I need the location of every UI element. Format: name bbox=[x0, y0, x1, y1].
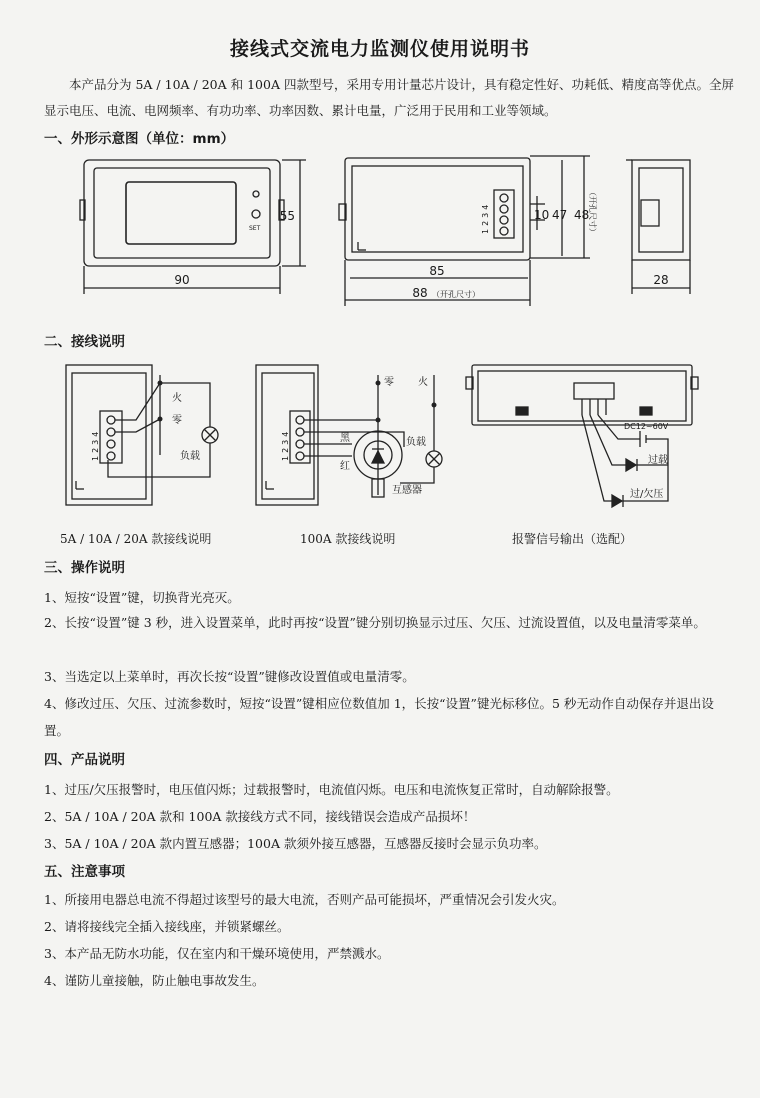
op-item-3: 3、当选定以上菜单时，再次长按“设置”键修改设置值或电量清零。 bbox=[44, 669, 415, 684]
op-item-1: 1、短按“设置”键，切换背光亮灭。 bbox=[44, 590, 240, 605]
d2-pin-numbers: 1234 bbox=[281, 428, 290, 461]
front-height-55: 55 bbox=[279, 209, 295, 223]
section5-heading: 五、注意事项 bbox=[44, 864, 125, 880]
front-view bbox=[80, 160, 306, 294]
caution-item-3: 3、本产品无防水功能，仅在室内和干燥环境使用，严禁溅水。 bbox=[44, 946, 390, 961]
d2-caption: 100A 款接线说明 bbox=[300, 532, 396, 546]
section2-heading: 二、接线说明 bbox=[44, 334, 125, 350]
outline-diagram bbox=[0, 148, 760, 310]
d2-live-label: 火 bbox=[418, 377, 428, 388]
front-set-label: SET bbox=[249, 225, 261, 232]
op-item-2: 2、长按“设置”键 3 秒，进入设置菜单，此时再按“设置”键分别切换显示过压、欠压、过流设置值，以及电量清零菜单。 bbox=[44, 615, 706, 630]
side-cutout-horizontal: （开孔尺寸） bbox=[432, 290, 480, 299]
front-width-90: 90 bbox=[174, 273, 190, 287]
op-item-4: 4、修改过压、欠压、过流参数时，短按“设置”键相应位数值加 1，长按“设置”键光标移位。5 秒无动作自动保存并退出设置。 bbox=[44, 696, 714, 738]
side-view bbox=[339, 156, 590, 306]
d2-red-label: 红 bbox=[340, 461, 350, 472]
product-item-1: 1、过压/欠压报警时，电压值闪烁；过载报警时，电流值闪烁。电压和电流恢复正常时，自动解除报警。 bbox=[44, 782, 619, 797]
document-title: 接线式交流电力监测仪使用说明书 bbox=[229, 38, 530, 60]
d2-ct-label: 互感器 bbox=[392, 485, 422, 496]
alarm-output-diagram bbox=[466, 365, 698, 507]
section4-heading: 四、产品说明 bbox=[44, 752, 125, 768]
wiring-diagram-small bbox=[66, 365, 218, 505]
d2-load-label: 负载 bbox=[406, 437, 426, 448]
side-width-85: 85 bbox=[429, 264, 445, 278]
d2-black-label: 黑 bbox=[340, 433, 350, 444]
end-depth-28: 28 bbox=[653, 273, 669, 287]
caution-item-1: 1、所接用电器总电流不得超过该型号的最大电流，否则产品可能损坏，严重情况会引发火灾。 bbox=[44, 892, 565, 907]
d3-supply-label: DC12~60V bbox=[624, 422, 669, 431]
product-item-2: 2、5A / 10A / 20A 款和 100A 款接线方式不同，接线错误会造成产品损坏！ bbox=[44, 809, 476, 824]
d1-load-label: 负载 bbox=[180, 451, 200, 462]
side-width-88: 88 bbox=[412, 286, 428, 300]
intro-paragraph: 本产品分为 5A / 10A / 20A 和 100A 四款型号，采用专用计量芯片设计，具有稳定性好、功耗低、精度高等优点。全屏显示电压、电流、电网频率、有功功率、功率因数、累计电量，广泛用于民用和工业等领域。 bbox=[44, 77, 734, 118]
d1-caption: 5A / 10A / 20A 款接线说明 bbox=[60, 532, 212, 546]
side-dim-10: 10 bbox=[534, 208, 550, 222]
caution-item-2: 2、请将接线完全插入接线座，并锁紧螺丝。 bbox=[44, 919, 290, 934]
product-item-3: 3、5A / 10A / 20A 款内置互感器；100A 款须外接互感器，互感器反接时会显示负功率。 bbox=[44, 836, 547, 851]
d3-overload-label: 过载 bbox=[648, 455, 668, 466]
d2-neutral-label: 零 bbox=[384, 377, 394, 388]
d3-voltage-label: 过/欠压 bbox=[630, 489, 664, 500]
d1-live-label: 火 bbox=[172, 393, 182, 404]
section1-heading: 一、外形示意图（单位：mm） bbox=[44, 131, 235, 147]
wiring-diagrams bbox=[0, 355, 760, 527]
side-pin-numbers: 1234 bbox=[481, 201, 490, 234]
side-cutout-vertical: （开孔尺寸） bbox=[588, 188, 597, 236]
side-dim-48: 48 bbox=[574, 208, 590, 222]
caution-item-4: 4、谨防儿童接触，防止触电事故发生。 bbox=[44, 973, 265, 988]
section3-heading: 三、操作说明 bbox=[44, 560, 125, 576]
d1-pin-numbers: 1234 bbox=[91, 428, 100, 461]
d3-caption: 报警信号输出（选配） bbox=[512, 532, 633, 546]
d1-neutral-label: 零 bbox=[172, 415, 182, 426]
side-dim-47: 47 bbox=[552, 208, 568, 222]
